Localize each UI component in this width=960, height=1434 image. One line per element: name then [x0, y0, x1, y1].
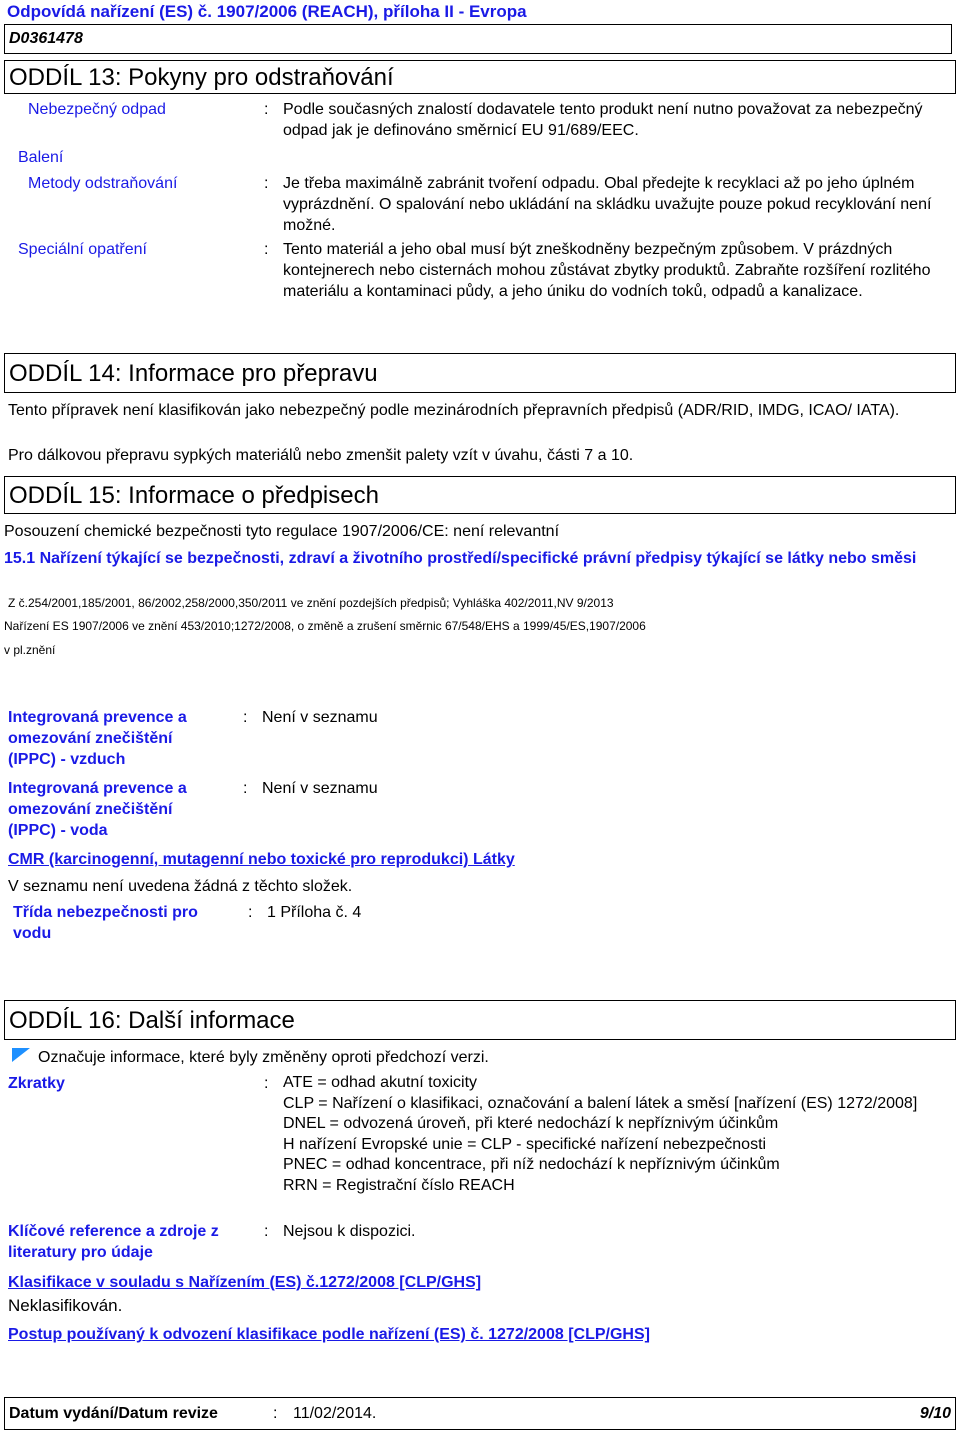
ippc-air-value: Není v seznamu: [262, 709, 378, 726]
regulation-header: Odpovídá nařízení (ES) č. 1907/2006 (REACH), příloha II - Evropa: [7, 2, 527, 21]
abbr-item: DNEL = odvozená úroveň, při které nedochází k nepříznivým účinkům: [283, 1115, 779, 1132]
disposal-label: Metody odstraňování: [28, 175, 178, 192]
section-14-header: [4, 353, 956, 393]
section-13-title: ODDÍL 13: Pokyny pro odstraňování: [9, 64, 394, 91]
colon: :: [264, 1223, 269, 1240]
colon: :: [264, 1075, 269, 1092]
bulk-transport-text: Pro dálkovou přepravu sypkých materiálů nebo zmenšit palety vzít v úvahu, části 7 a 10.: [8, 447, 634, 464]
footer-date-label: Datum vydání/Datum revize: [9, 1405, 218, 1422]
law-line-2: Nařízení ES 1907/2006 ve znění 453/2010;1272/2008, o změně a zrušení směrnic 67/548/EHS a 1999/45/ES,1907/2006: [4, 619, 646, 633]
changed-note: Označuje informace, které byly změněny oproti předchozí verzi.: [38, 1049, 489, 1066]
section-15-title: ODDÍL 15: Informace o předpisech: [9, 482, 379, 509]
abbr-item: ATE = odhad akutní toxicity: [283, 1074, 478, 1091]
footer-colon: :: [273, 1405, 278, 1422]
law-line-3: v pl.znění: [4, 643, 56, 657]
special-label: Speciální opatření: [18, 241, 147, 258]
ippc-water-value: Není v seznamu: [262, 780, 378, 797]
waste-label: Nebezpečný odpad: [28, 101, 166, 118]
changed-marker-icon: [12, 1048, 30, 1062]
colon: :: [264, 101, 269, 118]
colon: :: [264, 241, 269, 258]
csa-text: Posouzení chemické bezpečnosti tyto regulace 1907/2006/CE: není relevantní: [4, 523, 560, 540]
doc-id: D0361478: [9, 30, 83, 47]
cmr-title: CMR (karcinogenní, mutagenní nebo toxické pro reprodukci) Látky: [8, 851, 515, 868]
refs-value: Nejsou k dispozici.: [283, 1223, 416, 1240]
cmr-text: V seznamu není uvedena žádná z těchto složek.: [8, 878, 353, 895]
abbr-item: RRN = Registrační číslo REACH: [283, 1176, 515, 1194]
transport-text: Tento přípravek není klasifikován jako nebezpečný podle mezinárodních přepravních předpisů (ADR/RID, IMDG, ICAO/ IATA).: [8, 402, 900, 419]
disposal-text: Je třeba maximálně zabránit tvoření odpadu. Obal předejte k recyklaci až po jeho úplném vyprázdnění. O spalování nebo ukládání na skládku uvažujte pouze pokud recyklování není možné.: [283, 175, 932, 234]
abbr-list: [283, 1073, 923, 1196]
section-14-title: ODDÍL 14: Informace pro přepravu: [9, 360, 378, 387]
ippc-air-label: Integrovaná prevence a omezování znečištění (IPPC) - vzduch: [8, 709, 187, 768]
section-13-header: [4, 60, 956, 94]
abbr-item: PNEC = odhad koncentrace, při níž nedochází k nepříznivým účinkům: [283, 1156, 780, 1173]
footer-date-value: 11/02/2014.: [293, 1405, 377, 1422]
colon: :: [243, 780, 248, 797]
abbr-item: H nařízení Evropské unie = CLP - specifické nařízení nebezpečnosti: [283, 1135, 767, 1153]
section-16-header: [4, 1000, 956, 1040]
colon: :: [264, 175, 269, 192]
special-text: Tento materiál a jeho obal musí být zneškodněny bezpečným způsobem. V prázdných kontejnerech nebo cisternách mohou zůstávat zbytky produktů. Zabraňte rozšíření rozlitého materiálu a kontaminaci půdy, a jeho úniku do vodních toků, odpadů a kanalizace.: [283, 241, 931, 300]
method-title: Postup používaný k odvození klasifikace podle nařízení (ES) č. 1272/2008 [CLP/GHS]: [8, 1326, 650, 1343]
wgk-value: 1 Příloha č. 4: [267, 904, 362, 921]
colon: :: [248, 904, 253, 921]
abbr-label: Zkratky: [8, 1075, 65, 1092]
footer-box: [4, 1397, 956, 1430]
clp-title: Klasifikace v souladu s Nařízením (ES) č.1272/2008 [CLP/GHS]: [8, 1274, 482, 1291]
packaging-label: Balení: [18, 149, 64, 166]
doc-id-box: [4, 24, 952, 54]
page-number: 9/10: [919, 1405, 951, 1422]
regulation-subtitle: 15.1 Nařízení týkající se bezpečnosti, zdraví a životního prostředí/specifické právní předpisy týkající se látky nebo směsi: [4, 550, 917, 567]
refs-label: Klíčové reference a zdroje z literatury pro údaje: [8, 1223, 219, 1261]
colon: :: [243, 709, 248, 726]
abbr-item: CLP = Nařízení o klasifikaci, označování a balení látek a směsí [nařízení (ES) 1272/2008]: [283, 1094, 918, 1112]
section-16-title: ODDÍL 16: Další informace: [9, 1007, 295, 1034]
wgk-label: Třída nebezpečnosti pro vodu: [13, 904, 198, 942]
clp-value: Neklasifikován.: [8, 1296, 123, 1315]
ippc-water-label: Integrovaná prevence a omezování znečištění (IPPC) - voda: [8, 780, 187, 839]
law-line-1: Z č.254/2001,185/2001, 86/2002,258/2000,350/2011 ve znění pozdejších předpisů; Vyhláška 402/2011,NV 9/2013: [8, 596, 614, 610]
waste-text: Podle současných znalostí dodavatele tento produkt není nutno považovat za nebezpečný odpad jak je definováno směrnicí EU 91/689/EEC.: [283, 101, 923, 139]
section-15-header: [4, 476, 956, 514]
